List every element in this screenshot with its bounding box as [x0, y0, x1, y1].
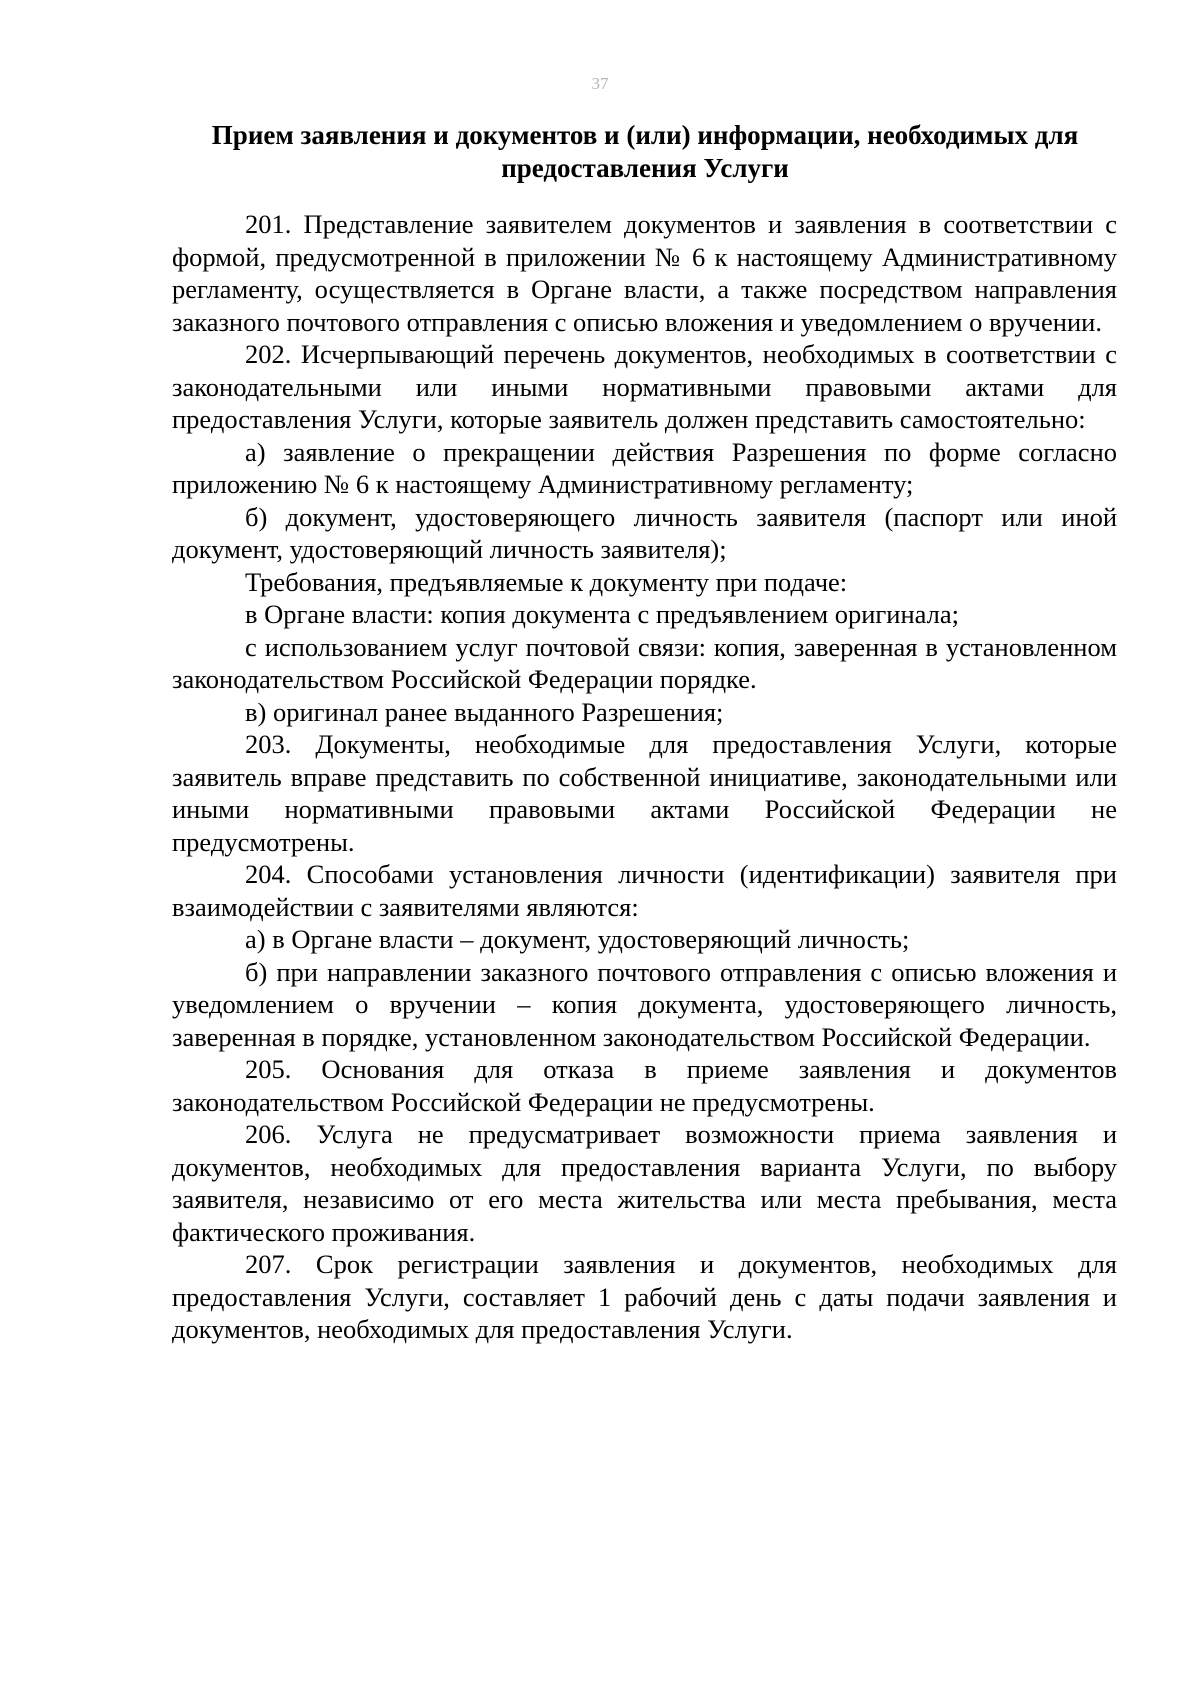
- paragraph-requirement-office: в Органе власти: копия документа с предъявлением оригинала;: [245, 599, 960, 629]
- section-title: Прием заявления и документов и (или) информации, необходимых для предоставления Услуги: [211, 120, 1079, 183]
- paragraph-201: 201. Представление заявителем документов и заявления в соответствии с формой, предусмотренной в приложении № 6 к настоящему Административному регламенту, осуществляется в Органе власти, а также посредством направления заказного почтового отправления с описью вложения и уведомлением о вручении.: [172, 209, 1117, 337]
- paragraph-204-item-b: б) при направлении заказного почтового отправления с описью вложения и уведомлением о вручении – копия документа, удостоверяющего личность, заверенная в порядке, установленном законодательством Российской Федерации.: [172, 956, 1117, 1052]
- paragraph-203: 203. Документы, необходимые для предоставления Услуги, которые заявитель вправе представить по собственной инициативе, законодательными или иными нормативными правовыми актами Российской Федерации не предусмотрены.: [172, 729, 1117, 857]
- paragraph-205: 205. Основания для отказа в приеме заявления и документов законодательством Российской Федерации не предусмотрены.: [172, 1054, 1117, 1117]
- paragraph-204-item-a: а) в Органе власти – документ, удостоверяющий личность;: [245, 924, 910, 954]
- document-body: [172, 208, 1117, 1346]
- paragraph-requirement-post: с использованием услуг почтовой связи: копия, заверенная в установленном законодательством Российской Федерации порядке.: [172, 631, 1117, 694]
- paragraph-202-item-v: в) оригинал ранее выданного Разрешения;: [245, 696, 724, 727]
- page-number: 37: [591, 74, 609, 93]
- paragraph-202-item-b: б) документ, удостоверяющего личность заявителя (паспорт или иной документ, удостоверяющий личность заявителя);: [172, 501, 1117, 564]
- paragraph-202: 202. Исчерпывающий перечень документов, необходимых в соответствии с законодательными или иными нормативными правовыми актами для предоставления Услуги, которые заявитель должен представить самостоятельно:: [172, 339, 1117, 434]
- paragraph-206: 206. Услуга не предусматривает возможности приема заявления и документов, необходимых для предоставления варианта Услуги, по выбору заявителя, независимо от его места жительства или места пребывания, места фактического проживания.: [172, 1119, 1117, 1247]
- paragraph-204: 204. Способами установления личности (идентификации) заявителя при взаимодействии с заявителями являются:: [172, 859, 1117, 922]
- paragraph-requirements: Требования, предъявляемые к документу при подаче:: [245, 566, 848, 597]
- paragraph-202-item-a: а) заявление о прекращении действия Разрешения по форме согласно приложению № 6 к настоящему Административному регламенту;: [172, 436, 1117, 499]
- paragraph-207: 207. Срок регистрации заявления и документов, необходимых для предоставления Услуги, составляет 1 рабочий день с даты подачи заявления и документов, необходимых для предоставления Услуги.: [172, 1249, 1117, 1344]
